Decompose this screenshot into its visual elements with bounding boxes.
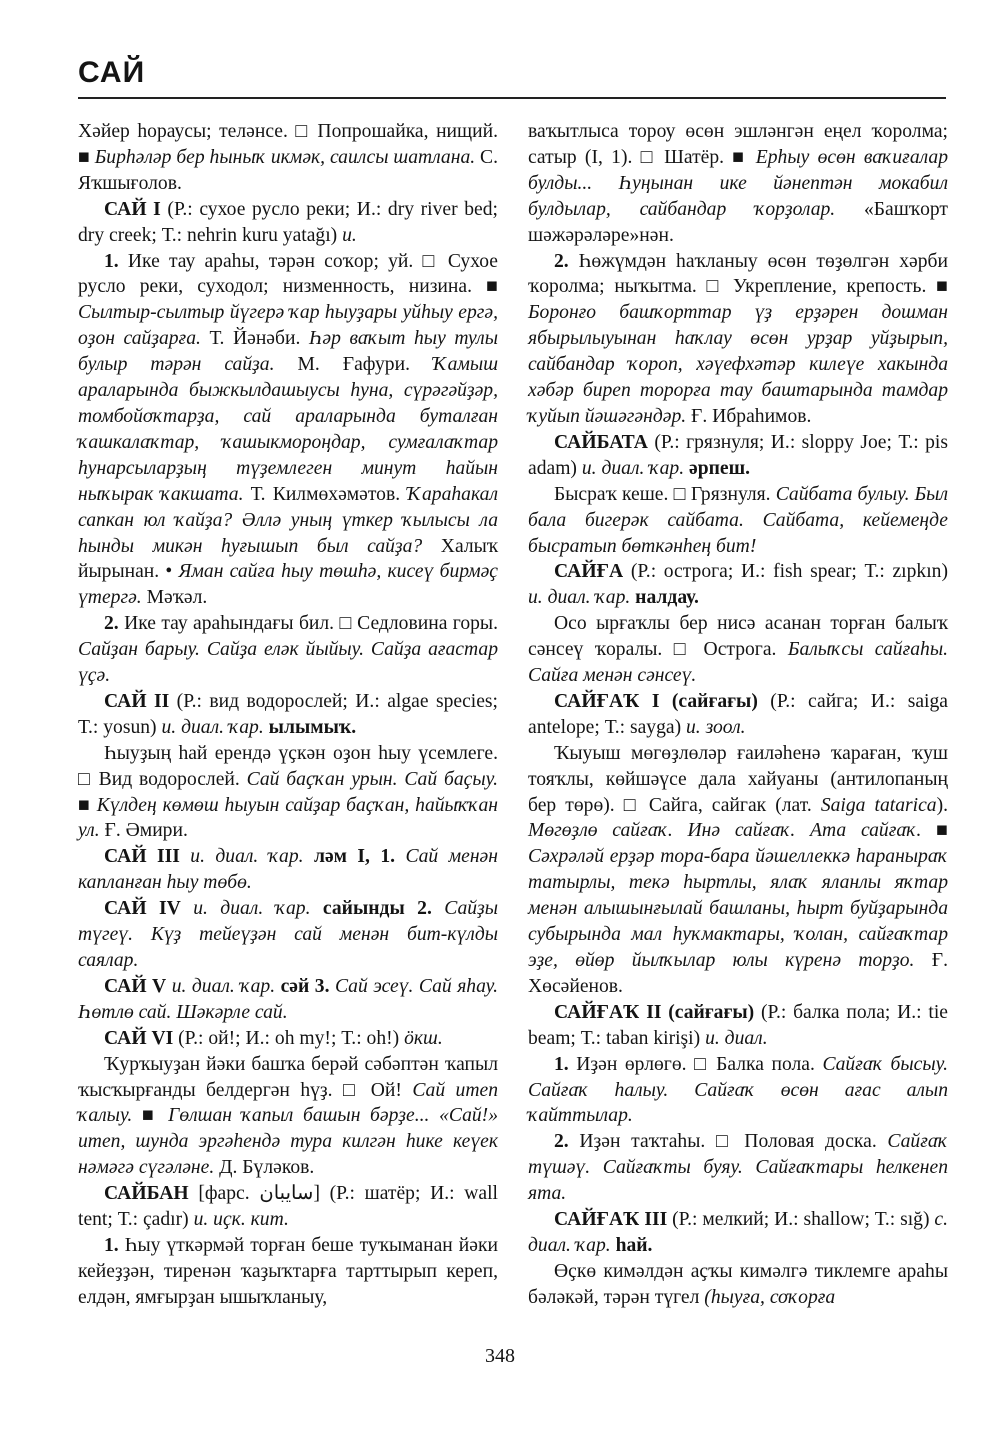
example-text: и. зоол.	[686, 716, 746, 738]
definition-text: Т. Килмөхәмәтов.	[243, 483, 408, 505]
example-text: Сай итеп ҡалыу.	[78, 1079, 503, 1127]
example-text: Сай менән капланған һыу төбө.	[78, 846, 503, 894]
dictionary-paragraph	[528, 559, 953, 611]
definition-text: Осо ырғаҡлы бер нисә асанан торған балыҡ сәнсеү ҡоралы. □ Острога.	[528, 613, 953, 661]
example-text: и. диал. ҡар.	[190, 846, 304, 868]
dictionary-paragraph	[78, 197, 503, 249]
headword-text: 2.	[104, 613, 119, 635]
definition-text	[181, 898, 193, 919]
definition-text: ).	[936, 794, 953, 816]
definition-text: (Р.: острога; И.: fish spear; Т.: zıpkın)	[623, 561, 953, 583]
headword-text: ылымыҡ.	[268, 716, 357, 738]
dictionary-paragraph	[528, 741, 953, 1000]
headword-text: налдау.	[635, 587, 699, 609]
headword-text: САЙҒАҠ II (сайғағы)	[554, 1001, 755, 1023]
dictionary-paragraph	[528, 1207, 953, 1259]
example-text: Ерһыу өсөн ваҡиғалар булды... Һуңынан ике йәнептән мокабил булдылар, сайбандар ҡорҙолар.	[528, 146, 953, 220]
dictionary-paragraph	[78, 844, 503, 896]
definition-text	[311, 898, 323, 919]
example-text: Ҡараһакал сапкан юл ҡайҙа? Әллә уның үткер ҡылысы ла һынды микән һуғышып был сайҙа?	[78, 483, 503, 557]
headword-text: САЙҒАҠ I (сайғағы)	[554, 690, 758, 712]
example-text: Мөгөҙлө сайғаҡ. Инә сайғаҡ. Ата сайғаҡ.	[528, 820, 922, 842]
dictionary-paragraph	[528, 119, 953, 249]
example-text: (һыуға, соҡорға	[704, 1286, 836, 1308]
example-text: Сәхрәләй ерҙәр тора-бара йәшеллеккә һараныраҡ татырлы, текә һыртлы, ялаҡ яланлы яҡтар менән алышынғылай башланы, һырт буйҙарында субырында мал һуҡмактары, ҡолан, сайғаҡтар эҙе, өйөр йылҡылар юлы күренә торҙо.	[528, 846, 953, 971]
definition-text	[180, 846, 190, 867]
headword-text: 1.	[554, 1053, 569, 1075]
example-text: Бирһәләр бер һыныҡ икмәк, саилсы шатлана.	[94, 146, 476, 168]
dictionary-paragraph	[78, 1026, 498, 1052]
example-text: и. диал. ҡар.	[581, 457, 685, 479]
example-text: с. диал. ҡар.	[528, 1209, 953, 1256]
dictionary-paragraph	[528, 249, 953, 430]
definition-text: Т. Йәнәби.	[200, 328, 309, 350]
dictionary-paragraph	[78, 611, 503, 689]
example-text: и. иҫк. кит.	[193, 1209, 289, 1231]
headword-text: САЙ VI	[104, 1027, 174, 1049]
definition-text: Ҡыуыш мөгөҙлөләр ғаиләһенә ҡараған, ҡуш тояҡлы, көйшәүсе дала хайуаны (антилопаның бер төрө). □ Сайга, сайгак (лат.	[528, 742, 953, 816]
dictionary-paragraph	[78, 974, 503, 1026]
definition-text: (Р.: ой!; И.: oh my!; Т.: oh!)	[173, 1027, 405, 1049]
definition-text: Ике тау араһы, тәрән соҡор; уй. □ Сухое русло реки, суходол; низменность, низина. ■	[78, 250, 503, 298]
dictionary-paragraph	[528, 1000, 953, 1052]
definition-text: С. Яҡшығолов.	[78, 146, 503, 194]
dictionary-paragraph	[528, 482, 953, 560]
headword-text: 1.	[104, 250, 119, 272]
definition-text: (Р.: вид водорослей; И.: algae species; Т.: yosun)	[78, 690, 503, 738]
example-text: и. диал. ҡар.	[193, 898, 311, 920]
dictionary-paragraph	[528, 430, 953, 482]
definition-text: ■	[78, 768, 503, 816]
definition-text: ■	[921, 820, 953, 842]
definition-text: Ғ. Әмири.	[99, 820, 188, 842]
example-text: Saiga tatarica	[820, 794, 937, 816]
dictionary-paragraph	[78, 741, 503, 845]
right-column	[528, 119, 953, 1311]
definition-text: Ғ. Хөсәйенов.	[528, 950, 953, 997]
definition-text: Ҡурҡыуҙан йәки башҡа берәй сәбәптән ҡапыл ҡысҡырғанды белдергән һүҙ. □ Ой!	[78, 1053, 503, 1101]
example-text: ӧкш.	[404, 1027, 443, 1049]
definition-text: (Р.: балка пола; И.: tie beam; Т.: taban kirişi)	[528, 1001, 953, 1049]
running-head: САЙ	[78, 56, 146, 89]
headword-text: САЙ V	[104, 975, 167, 997]
definition-text: (Р.: мелкий; И.: shallow; Т.: sığ)	[667, 1209, 935, 1231]
definition-text: Өҫкө кимәлдән аҫҡы кимәлгә тиклемге араһы бәләкәй, тәрән түгел	[528, 1260, 953, 1308]
headword-text: сайынды 2.	[322, 898, 432, 920]
example-text: и. диал. ҡар.	[171, 975, 276, 997]
headword-text: САЙ III	[104, 846, 180, 868]
definition-text: (Р.: сухое русло реки; И.: dry river bed; dry creek; Т.: nehrin kuru yatağı)	[78, 198, 503, 246]
left-column	[78, 119, 503, 1311]
dictionary-paragraph	[528, 611, 953, 689]
definition-text: Ғ. Ибраһимов.	[686, 405, 812, 427]
definition-text: «Башҡорт шәжәрәләре»нән.	[528, 198, 953, 246]
example-text: и.	[342, 224, 357, 246]
definition-text: Һыу үткәрмәй торған беше туҡыманан йәки кейеҙҙән, тиренән ҡаҙыҡтарға тарттырып кереп, елдән, ямғырҙан ышыҡланыу,	[78, 1234, 503, 1308]
example-text: Сайҙы түгеү. Күҙ тейеүҙән сай менән бит-күлды саялар.	[78, 898, 503, 971]
definition-text: Иҙән өрлөгө. □ Балка пола.	[568, 1053, 823, 1075]
headword-text: әрпеш.	[689, 457, 751, 479]
definition-text: Ике тау араһындағы бил. □ Седловина горы.	[118, 613, 503, 635]
example-text: и. диал. ҡар.	[528, 587, 631, 609]
example-text: Ҡамыш араларында быжкылдашыусы һуна, сүрәгәйҙәр, томбойоҡтарҙа, сай араларында буталған ҡашкалаҡтар, ҡашыкмороңдар, сумғалаҡтар һунарсыларҙың түҙемлеген минут һайын ныҡырак ҡакшата.	[78, 354, 503, 505]
example-text: Гөлшан ҡапыл башын бәрҙе... «Сай!» итеп, шунда эргәһендә тура килгән һике кеүек нәмәгә сүгәләне.	[78, 1105, 503, 1179]
header-rule	[78, 97, 946, 99]
dictionary-paragraph	[78, 1052, 503, 1182]
headword-text: 1.	[104, 1234, 119, 1256]
definition-text: [фарс. سايبان] (Р.: шатёр; И.: wall tent; Т.: çadır)	[78, 1183, 503, 1231]
example-text: Сайҙан барыу. Сайҙа еләк йыйыу. Сайҙа ағастар үҫә.	[78, 639, 503, 687]
dictionary-paragraph	[528, 1052, 953, 1130]
headword-text: САЙ IV	[104, 898, 181, 920]
example-text: Һәр ваҡыт һыу тулы булыр тәрән сайҙа.	[78, 328, 503, 376]
example-text: Сайбата булыу. Был бала бигерәк сайбата. Сайбата, кейемеңде бысратып бөткәнһең бит!	[528, 483, 953, 557]
example-text: Балыҡсы сайғаһы. Сайға менән сәнсеү.	[528, 639, 953, 687]
example-text: Яман сайға һыу төшһә, кисеү бирмәҫ үтергә.	[78, 561, 503, 609]
dictionary-paragraph	[528, 1259, 953, 1311]
example-text: Сайғаҡ түшәү. Сайғаҡты буяу. Сайғаҡтары һелкенеп ята.	[528, 1131, 953, 1205]
dictionary-paragraph	[78, 1181, 503, 1233]
headword-text: САЙ I	[104, 198, 161, 220]
dictionary-paragraph	[528, 1129, 953, 1207]
definition-text: Һыуҙың һай ерендә үҫкән оҙон һыу үсемлеге. □ Вид водорослей.	[78, 742, 503, 790]
definition-text: Иҙән таҡтаһы. □ Половая доска.	[568, 1131, 888, 1153]
definition-text	[304, 846, 314, 867]
definition-text: Бысраҡ кеше. □ Грязнуля.	[554, 483, 776, 505]
headword-text: һай.	[615, 1234, 653, 1256]
definition-text: Халыҡ йырынан. •	[78, 535, 503, 583]
headword-text: САЙҒА	[554, 561, 624, 583]
headword-text: 2.	[554, 250, 569, 272]
headword-text: САЙҒАҠ III	[554, 1209, 668, 1231]
headword-text: САЙБАТА	[554, 431, 648, 453]
example-text: и. диал.	[705, 1027, 768, 1049]
definition-text: Хәйер һораусы; теләнсе. □ Попрошайка, нищий. ■	[78, 121, 503, 168]
definition-text: ваҡытлыса тороу өсөн эшләнгән еңел ҡоролма; сатыр (I, 1). □ Шатёр. ■	[528, 121, 953, 168]
headword-text: САЙБАН	[104, 1183, 189, 1205]
headword-text: 2.	[554, 1131, 569, 1153]
dictionary-paragraph	[528, 689, 953, 741]
dictionary-paragraph	[78, 1233, 503, 1311]
definition-text: (Р.: сайга; И.: saiga antelope; Т.: sayga)	[528, 690, 953, 738]
page-number: 348	[485, 1345, 515, 1367]
example-text: Сылтыр-сылтыр йүгерә ҡар һыуҙары уйһыу ергә, оҙон сайҙарға.	[78, 302, 503, 350]
example-text: Сайғаҡ бысыу. Сайғаҡ һалыу. Сайғаҡ өсөн ағас алып ҡайттылар.	[528, 1053, 953, 1127]
dictionary-paragraph	[78, 689, 503, 741]
headword-text: ләм I, 1.	[313, 846, 396, 868]
dictionary-paragraph	[78, 119, 503, 197]
definition-text: Мәҡәл.	[141, 587, 208, 609]
definition-text: ■	[132, 1105, 169, 1127]
example-text: Боронғо башҡорттар үҙ ерҙәрен дошман ябырылыуынан һаҡлау өсөн урҙар уйҙырып, сайбандар ҡороп, хәүефхәтәр килеүе хакында хәбәр биреп торорға тау баштарында тамдар ҡуйып йәшәгәндәр.	[528, 302, 953, 427]
headword-text: сәй 3.	[280, 975, 330, 997]
definition-text: М. Ғафури.	[274, 354, 433, 376]
definition-text: (Р.: грязнуля; И.: sloppy Joe; Т.: pis adam)	[528, 431, 953, 479]
example-text: Күлдең көмөш һыуын сайҙар баҫҡан, һайыҡҡан ул.	[78, 794, 503, 842]
example-text: Сай баҫҡан урын. Сай баҫыу.	[246, 768, 498, 790]
dictionary-paragraph	[78, 896, 503, 974]
definition-text	[432, 898, 444, 919]
definition-text	[395, 846, 405, 867]
example-text: и. диал. ҡар.	[161, 716, 264, 738]
definition-text: Д. Бүләков.	[214, 1157, 315, 1179]
dictionary-paragraph	[78, 249, 503, 612]
example-text: Сай эсеү. Сай яһау. Һөтлө сай. Шәкәрле сай.	[78, 975, 503, 1023]
headword-text: САЙ II	[104, 690, 170, 712]
definition-text: Һөжүмдән һаҡланыу өсөн төҙөлгән хәрби ҡоролма; ныҡытма. □ Укрепление, крепость. ■	[528, 250, 953, 298]
